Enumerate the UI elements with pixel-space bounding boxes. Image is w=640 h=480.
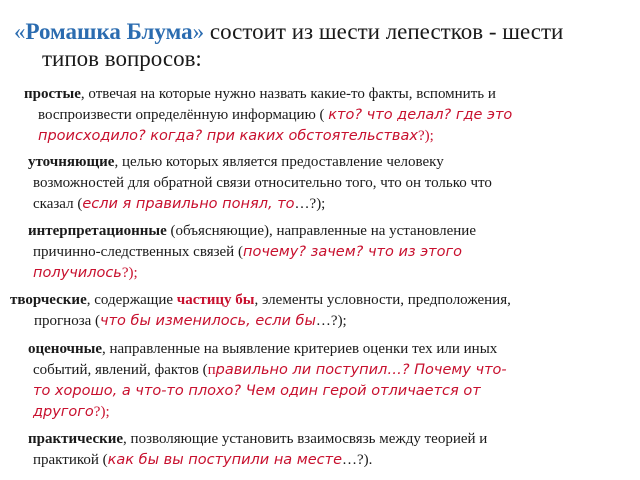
question-type-practical xyxy=(28,429,628,471)
item-example-b: то хорошо, а что-то плохо? Чем один герой отличается от xyxy=(33,383,481,399)
item-label: оценочные xyxy=(28,341,103,357)
item-example: что бы изменилось, если бы xyxy=(100,313,316,329)
item-line1: , позволяющие установить взаимосвязь между теорией и xyxy=(123,431,488,447)
item-continuation xyxy=(24,105,624,147)
item-example-a: кто? что делал? где это xyxy=(328,107,513,123)
item-label: простые xyxy=(24,86,81,102)
item-label: творческие xyxy=(10,292,87,308)
item-highlight: частицу бы xyxy=(176,292,255,308)
item-line1: , отвечая на которые нужно назвать какие-то факты, вспомнить и xyxy=(80,86,496,102)
title-text-line1: состоит из шести лепестков - шести xyxy=(204,19,564,44)
item-example-a: почему? зачем? что из этого xyxy=(242,244,462,260)
title-text-line2: типов вопросов: xyxy=(42,46,202,71)
title-quote-open: « xyxy=(14,19,26,44)
item-line2: причинно-следственных связей ( xyxy=(33,244,243,260)
item-close: ?); xyxy=(93,404,110,420)
item-label: уточняющие xyxy=(28,154,115,170)
item-line1: (объясняющие), направленные на установление xyxy=(166,223,476,239)
item-line2: воспроизвести определённую информацию ( xyxy=(38,107,329,123)
item-line2: событий, явлений, фактов ( xyxy=(33,362,208,378)
item-example: как бы вы поступили на месте xyxy=(107,452,342,468)
item-line1-a: , содержащие xyxy=(86,292,177,308)
item-example-b: получилось xyxy=(33,265,122,281)
item-example-b: происходило? когда? при каких обстоятельствах xyxy=(38,128,418,144)
item-close: …?). xyxy=(342,452,373,468)
item-close: …?); xyxy=(294,196,326,212)
item-line1: , направленные на выявление критериев оценки тех или иных xyxy=(102,341,498,357)
item-continuation xyxy=(10,311,630,332)
item-close: ?); xyxy=(121,265,138,281)
item-label: интерпретационные xyxy=(28,223,167,239)
item-label: практические xyxy=(28,431,124,447)
item-continuation xyxy=(28,360,628,423)
title-name: Ромашка Блума xyxy=(25,19,193,44)
item-example: если я правильно понял, то xyxy=(82,196,295,212)
item-continuation xyxy=(28,450,628,471)
item-continuation xyxy=(28,173,628,215)
item-continuation xyxy=(28,242,628,284)
item-line3: сказал ( xyxy=(33,196,83,212)
item-example-c: другого xyxy=(33,404,94,420)
question-type-clarifying xyxy=(28,152,628,215)
item-line1: , целью которых является предоставление человеку xyxy=(114,154,444,170)
item-line1-b: , элементы условности, предположения, xyxy=(254,292,511,308)
item-line2: прогноза ( xyxy=(34,313,101,329)
question-type-interpretive xyxy=(28,221,628,284)
question-type-evaluative xyxy=(28,339,628,423)
item-close: …?); xyxy=(315,313,347,329)
item-line2: практикой ( xyxy=(33,452,108,468)
question-type-simple xyxy=(24,84,624,147)
item-example-a: равильно ли поступил…? Почему что- xyxy=(215,362,507,378)
item-close: ?); xyxy=(417,128,434,144)
title-quote-close: » xyxy=(192,19,205,44)
item-example-prefix: п xyxy=(207,362,216,378)
slide-title xyxy=(14,18,626,72)
question-type-creative xyxy=(10,290,630,332)
item-line2: возможностей для обратной связи относительно того, что он только что xyxy=(33,175,492,191)
